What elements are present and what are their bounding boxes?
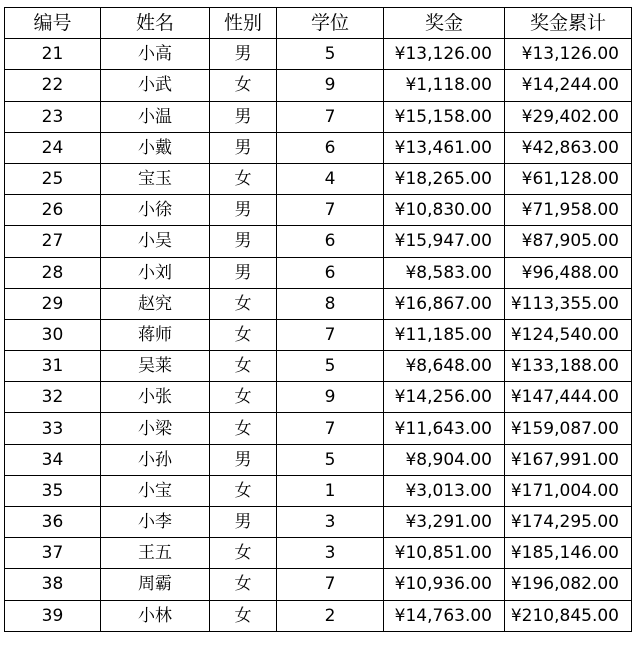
cell-gender: 女: [210, 288, 277, 319]
cell-bonus-total: ¥171,004.00: [505, 475, 632, 506]
cell-name: 小徐: [101, 195, 210, 226]
cell-gender: 男: [210, 444, 277, 475]
table-row: [5, 257, 632, 288]
cell-id: 37: [5, 538, 101, 569]
cell-name: 小林: [101, 600, 210, 631]
cell-name: 小宝: [101, 475, 210, 506]
cell-bonus: ¥15,947.00: [384, 226, 505, 257]
header-name: 姓名: [101, 8, 210, 39]
header-row: [5, 8, 632, 39]
cell-bonus: ¥13,126.00: [384, 39, 505, 70]
cell-id: 33: [5, 413, 101, 444]
cell-gender: 女: [210, 600, 277, 631]
header-id: 编号: [5, 8, 101, 39]
cell-degree: 6: [277, 226, 384, 257]
cell-degree: 1: [277, 475, 384, 506]
cell-gender: 女: [210, 569, 277, 600]
cell-name: 王五: [101, 538, 210, 569]
cell-degree: 7: [277, 569, 384, 600]
table-row: [5, 288, 632, 319]
table-row: [5, 70, 632, 101]
cell-bonus-total: ¥133,188.00: [505, 351, 632, 382]
cell-degree: 8: [277, 288, 384, 319]
cell-name: 赵究: [101, 288, 210, 319]
cell-id: 30: [5, 319, 101, 350]
cell-gender: 女: [210, 538, 277, 569]
cell-name: 小吴: [101, 226, 210, 257]
cell-degree: 6: [277, 257, 384, 288]
cell-degree: 9: [277, 382, 384, 413]
cell-bonus: ¥1,118.00: [384, 70, 505, 101]
cell-bonus-total: ¥185,146.00: [505, 538, 632, 569]
bonus-table: [4, 7, 632, 632]
cell-name: 小高: [101, 39, 210, 70]
cell-name: 小戴: [101, 132, 210, 163]
cell-id: 24: [5, 132, 101, 163]
cell-degree: 5: [277, 39, 384, 70]
cell-bonus: ¥10,936.00: [384, 569, 505, 600]
cell-degree: 9: [277, 70, 384, 101]
cell-id: 25: [5, 163, 101, 194]
cell-bonus: ¥15,158.00: [384, 101, 505, 132]
cell-id: 38: [5, 569, 101, 600]
cell-bonus: ¥8,648.00: [384, 351, 505, 382]
cell-gender: 女: [210, 351, 277, 382]
cell-bonus-total: ¥42,863.00: [505, 132, 632, 163]
cell-id: 23: [5, 101, 101, 132]
cell-gender: 女: [210, 319, 277, 350]
cell-bonus-total: ¥124,540.00: [505, 319, 632, 350]
cell-bonus-total: ¥87,905.00: [505, 226, 632, 257]
cell-gender: 男: [210, 257, 277, 288]
table-row: [5, 444, 632, 475]
cell-name: 宝玉: [101, 163, 210, 194]
cell-bonus-total: ¥113,355.00: [505, 288, 632, 319]
cell-degree: 6: [277, 132, 384, 163]
header-degree: 学位: [277, 8, 384, 39]
cell-name: 周霸: [101, 569, 210, 600]
header-bonus: 奖金: [384, 8, 505, 39]
cell-gender: 女: [210, 413, 277, 444]
cell-id: 35: [5, 475, 101, 506]
cell-name: 小李: [101, 507, 210, 538]
table-body: [5, 39, 632, 632]
table-row: [5, 538, 632, 569]
cell-bonus: ¥10,830.00: [384, 195, 505, 226]
table-row: [5, 475, 632, 506]
cell-bonus: ¥14,763.00: [384, 600, 505, 631]
cell-gender: 女: [210, 382, 277, 413]
cell-id: 21: [5, 39, 101, 70]
cell-id: 28: [5, 257, 101, 288]
cell-bonus-total: ¥61,128.00: [505, 163, 632, 194]
cell-degree: 5: [277, 351, 384, 382]
header-gender: 性别: [210, 8, 277, 39]
cell-gender: 男: [210, 195, 277, 226]
table-row: [5, 319, 632, 350]
cell-bonus: ¥11,643.00: [384, 413, 505, 444]
table-row: [5, 163, 632, 194]
cell-id: 34: [5, 444, 101, 475]
header-bonus-total: 奖金累计: [505, 8, 632, 39]
cell-degree: 3: [277, 507, 384, 538]
cell-degree: 5: [277, 444, 384, 475]
cell-name: 小刘: [101, 257, 210, 288]
cell-id: 27: [5, 226, 101, 257]
cell-bonus-total: ¥159,087.00: [505, 413, 632, 444]
cell-id: 39: [5, 600, 101, 631]
cell-bonus: ¥18,265.00: [384, 163, 505, 194]
cell-gender: 女: [210, 70, 277, 101]
cell-degree: 7: [277, 413, 384, 444]
cell-name: 小温: [101, 101, 210, 132]
cell-gender: 女: [210, 475, 277, 506]
cell-id: 31: [5, 351, 101, 382]
table-row: [5, 39, 632, 70]
cell-bonus: ¥8,583.00: [384, 257, 505, 288]
cell-degree: 7: [277, 101, 384, 132]
cell-id: 22: [5, 70, 101, 101]
cell-name: 小武: [101, 70, 210, 101]
table-row: [5, 600, 632, 631]
cell-id: 29: [5, 288, 101, 319]
cell-degree: 4: [277, 163, 384, 194]
cell-gender: 男: [210, 507, 277, 538]
cell-name: 吴莱: [101, 351, 210, 382]
table-row: [5, 195, 632, 226]
cell-gender: 男: [210, 39, 277, 70]
table-row: [5, 101, 632, 132]
cell-bonus: ¥3,291.00: [384, 507, 505, 538]
cell-bonus-total: ¥71,958.00: [505, 195, 632, 226]
cell-bonus: ¥16,867.00: [384, 288, 505, 319]
cell-bonus-total: ¥147,444.00: [505, 382, 632, 413]
cell-bonus: ¥13,461.00: [384, 132, 505, 163]
cell-bonus-total: ¥210,845.00: [505, 600, 632, 631]
cell-bonus-total: ¥13,126.00: [505, 39, 632, 70]
cell-name: 小梁: [101, 413, 210, 444]
cell-bonus: ¥8,904.00: [384, 444, 505, 475]
cell-bonus-total: ¥14,244.00: [505, 70, 632, 101]
cell-id: 32: [5, 382, 101, 413]
cell-id: 36: [5, 507, 101, 538]
cell-name: 小孙: [101, 444, 210, 475]
cell-bonus: ¥11,185.00: [384, 319, 505, 350]
cell-degree: 7: [277, 319, 384, 350]
table-row: [5, 413, 632, 444]
cell-id: 26: [5, 195, 101, 226]
table-row: [5, 382, 632, 413]
table-row: [5, 226, 632, 257]
cell-bonus-total: ¥174,295.00: [505, 507, 632, 538]
cell-name: 蒋师: [101, 319, 210, 350]
cell-bonus: ¥3,013.00: [384, 475, 505, 506]
cell-gender: 男: [210, 101, 277, 132]
cell-bonus: ¥10,851.00: [384, 538, 505, 569]
cell-gender: 男: [210, 226, 277, 257]
cell-bonus: ¥14,256.00: [384, 382, 505, 413]
cell-gender: 女: [210, 163, 277, 194]
cell-name: 小张: [101, 382, 210, 413]
cell-degree: 3: [277, 538, 384, 569]
cell-degree: 7: [277, 195, 384, 226]
cell-bonus-total: ¥167,991.00: [505, 444, 632, 475]
cell-bonus-total: ¥196,082.00: [505, 569, 632, 600]
cell-gender: 男: [210, 132, 277, 163]
table-row: [5, 569, 632, 600]
cell-bonus-total: ¥96,488.00: [505, 257, 632, 288]
table-row: [5, 351, 632, 382]
table-row: [5, 507, 632, 538]
cell-degree: 2: [277, 600, 384, 631]
cell-bonus-total: ¥29,402.00: [505, 101, 632, 132]
table-row: [5, 132, 632, 163]
